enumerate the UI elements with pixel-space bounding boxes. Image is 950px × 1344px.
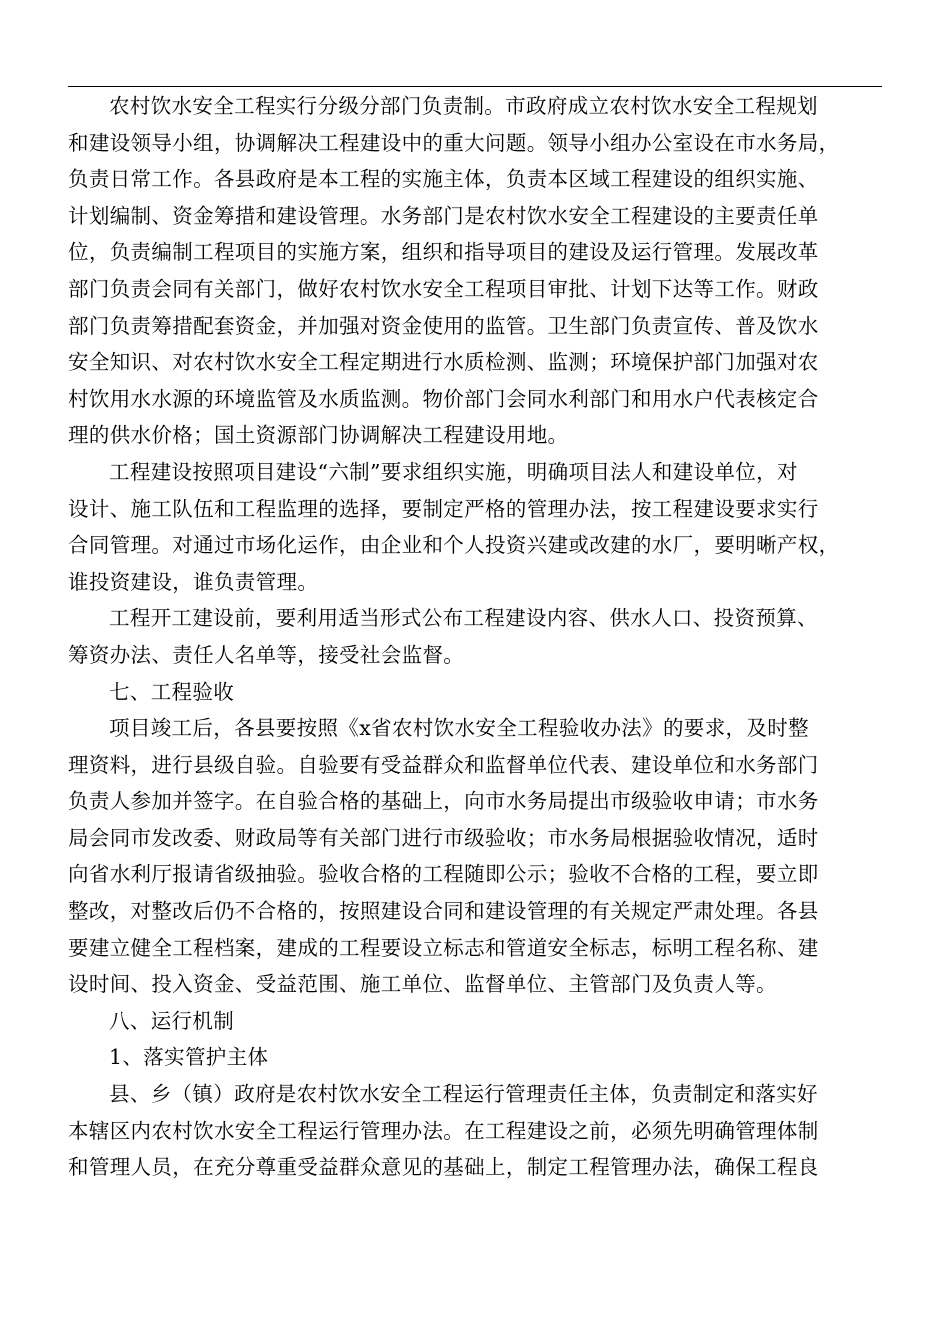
text-line: 工程建设按照项目建设“六制”要求组织实施，明确项目法人和建设单位，对 — [109, 459, 798, 484]
heading-text: 七、工程验收 — [109, 679, 235, 704]
text-line: 合同管理。对通过市场化运作，由企业和个人投资兴建或改建的水厂，要明晰产权， — [68, 533, 840, 558]
text-line: 安全知识、对农村饮水安全工程定期进行水质检测、监测；环境保护部门加强对农 — [68, 350, 819, 375]
header-rule — [68, 86, 882, 87]
text-line: 谁投资建设，谁负责管理。 — [68, 569, 319, 594]
section-heading — [68, 1003, 884, 1040]
paragraph — [68, 1076, 884, 1186]
text-line: 工程开工建设前，要利用适当形式公布工程建设内容、供水人口、投资预算、 — [109, 606, 818, 631]
text-line: 村饮用水水源的环境监管及水质监测。物价部门会同水利部门和用水户代表核定合 — [68, 386, 819, 411]
text-line: 理的供水价格；国土资源部门协调解决工程建设用地。 — [68, 423, 569, 448]
paragraph — [68, 88, 884, 454]
paragraph — [68, 454, 884, 600]
text-line: 整改，对整改后仍不合格的，按照建设合同和建设管理的有关规定严肃处理。各县 — [68, 899, 819, 924]
section-heading — [68, 674, 884, 711]
heading-text: 八、运行机制 — [109, 1008, 235, 1033]
document-body — [68, 88, 884, 1186]
text-line: 设计、施工队伍和工程监理的选择，要制定严格的管理办法，按工程建设要求实行 — [68, 496, 819, 521]
text-line: 县、乡（镇）政府是农村饮水安全工程运行管理责任主体，负责制定和落实好 — [109, 1082, 818, 1107]
heading-text: 1、落实管护主体 — [109, 1045, 269, 1070]
paragraph — [68, 600, 884, 673]
paragraph — [68, 710, 884, 1003]
text-line: 筹资办法、责任人名单等，接受社会监督。 — [68, 642, 465, 667]
text-line: 本辖区内农村饮水安全工程运行管理办法。在工程建设之前，必须先明确管理体制 — [68, 1118, 819, 1143]
text-line: 部门负责会同有关部门，做好农村饮水安全工程项目审批、计划下达等工作。财政 — [68, 276, 819, 301]
text-line: 局会同市发改委、财政局等有关部门进行市级验收；市水务局根据验收情况，适时 — [68, 825, 819, 850]
text-line: 设时间、投入资金、受益范围、施工单位、监督单位、主管部门及负责人等。 — [68, 972, 777, 997]
text-line: 要建立健全工程档案，建成的工程要设立标志和管道安全标志，标明工程名称、建 — [68, 935, 819, 960]
text-line: 负责人参加并签字。在自验合格的基础上，向市水务局提出市级验收申请；市水务 — [68, 789, 819, 814]
text-line: 项目竣工后，各县要按照《x省农村饮水安全工程验收办法》的要求，及时整 — [109, 716, 809, 741]
text-line: 向省水利厅报请省级抽验。验收合格的工程随即公示；验收不合格的工程，要立即 — [68, 862, 819, 887]
text-line: 部门负责筹措配套资金，并加强对资金使用的监管。卫生部门负责宣传、普及饮水 — [68, 313, 819, 338]
text-line: 负责日常工作。各县政府是本工程的实施主体，负责本区域工程建设的组织实施、 — [68, 167, 819, 192]
text-line: 计划编制、资金筹措和建设管理。水务部门是农村饮水安全工程建设的主要责任单 — [68, 203, 819, 228]
text-line: 和管理人员，在充分尊重受益群众意见的基础上，制定工程管理办法，确保工程良 — [68, 1155, 819, 1180]
text-line: 理资料，进行县级自验。自验要有受益群众和监督单位代表、建设单位和水务部门 — [68, 752, 819, 777]
text-line: 农村饮水安全工程实行分级分部门负责制。市政府成立农村饮水安全工程规划 — [109, 94, 818, 118]
subsection-heading — [68, 1039, 884, 1076]
text-line: 和建设领导小组，协调解决工程建设中的重大问题。领导小组办公室设在市水务局， — [68, 130, 840, 155]
text-line: 位，负责编制工程项目的实施方案，组织和指导项目的建设及运行管理。发展改革 — [68, 240, 819, 265]
